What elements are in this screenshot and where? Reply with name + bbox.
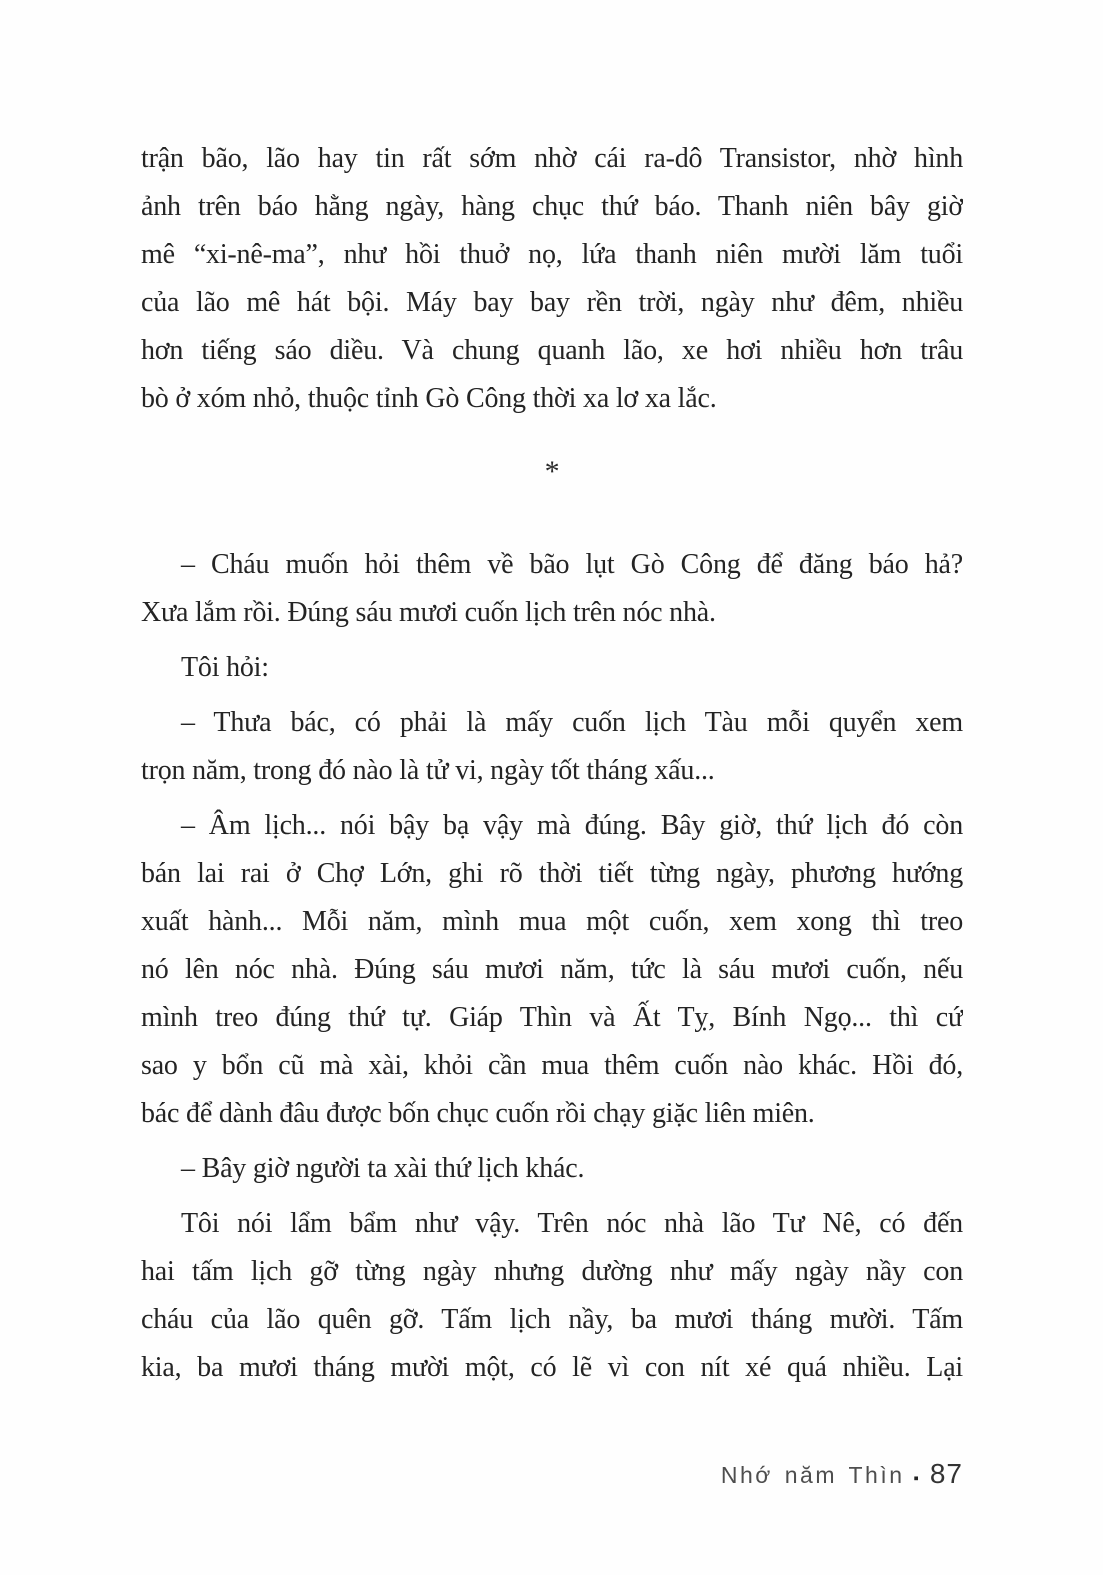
paragraph: [141, 1145, 963, 1193]
text-line: mình treo đúng thứ tự. Giáp Thìn và Ất Tỵ, Bính Ngọ... thì cứ: [141, 1002, 963, 1033]
paragraph: [141, 802, 963, 1138]
page-number: 87: [929, 1458, 963, 1489]
text-line: Tôi nói lẩm bẩm như vậy. Trên nóc nhà lão Tư Nê, có đến: [181, 1208, 963, 1239]
text-line: – Cháu muốn hỏi thêm về bão lụt Gò Công để đăng báo hả?: [181, 549, 963, 580]
paragraph: [141, 541, 963, 637]
paragraph: [141, 644, 963, 692]
paragraph: [141, 1200, 963, 1392]
section-separator: *: [544, 455, 560, 488]
text-line: – Âm lịch... nói bậy bạ vậy mà đúng. Bây giờ, thứ lịch đó còn: [181, 810, 963, 841]
text-block: [141, 135, 963, 1399]
text-line: – Thưa bác, có phải là mấy cuốn lịch Tàu mỗi quyển xem: [181, 707, 963, 738]
footer-bullet-icon: ▪: [913, 1470, 919, 1487]
text-line: trọn năm, trong đó nào là tử vi, ngày tốt tháng xấu...: [141, 755, 715, 786]
text-line: bò ở xóm nhỏ, thuộc tỉnh Gò Công thời xa lơ xa lắc.: [141, 383, 717, 414]
paragraph: [141, 699, 963, 795]
text-line: trận bão, lão hay tin rất sớm nhờ cái ra-dô Transistor, nhờ hình: [141, 143, 963, 174]
text-line: hơn tiếng sáo diều. Và chung quanh lão, xe hơi nhiều hơn trâu: [141, 335, 963, 366]
text-line: bác để dành đâu được bốn chục cuốn rồi chạy giặc liên miên.: [141, 1098, 815, 1129]
page-footer: [721, 1458, 963, 1490]
text-line: cháu của lão quên gỡ. Tấm lịch nầy, ba mươi tháng mười. Tấm: [141, 1304, 963, 1335]
text-line: ảnh trên báo hằng ngày, hàng chục thứ báo. Thanh niên bây giờ: [141, 191, 963, 222]
text-line: bán lai rai ở Chợ Lớn, ghi rõ thời tiết từng ngày, phương hướng: [141, 858, 963, 889]
paragraph: [141, 135, 963, 423]
text-line: xuất hành... Mỗi năm, mình mua một cuốn, xem xong thì treo: [141, 906, 963, 937]
text-line: mê “xi-nê-ma”, như hồi thuở nọ, lứa thanh niên mười lăm tuổi: [141, 239, 963, 270]
text-line: – Bây giờ người ta xài thứ lịch khác.: [181, 1153, 585, 1184]
text-line: hai tấm lịch gỡ từng ngày nhưng dường như mấy ngày nầy con: [141, 1256, 963, 1287]
text-line: sao y bổn cũ mà xài, khỏi cần mua thêm cuốn nào khác. Hồi đó,: [141, 1050, 963, 1081]
text-line: của lão mê hát bội. Máy bay bay rền trời, ngày như đêm, nhiều: [141, 287, 963, 318]
text-line: nó lên nóc nhà. Đúng sáu mươi năm, tức là sáu mươi cuốn, nếu: [141, 954, 963, 985]
running-title: Nhớ năm Thìn: [720, 1462, 905, 1488]
text-line: Xưa lắm rồi. Đúng sáu mươi cuốn lịch trên nóc nhà.: [141, 597, 716, 628]
text-line: Tôi hỏi:: [181, 652, 269, 683]
text-line: kia, ba mươi tháng mười một, có lẽ vì con nít xé quá nhiều. Lại: [141, 1352, 963, 1383]
